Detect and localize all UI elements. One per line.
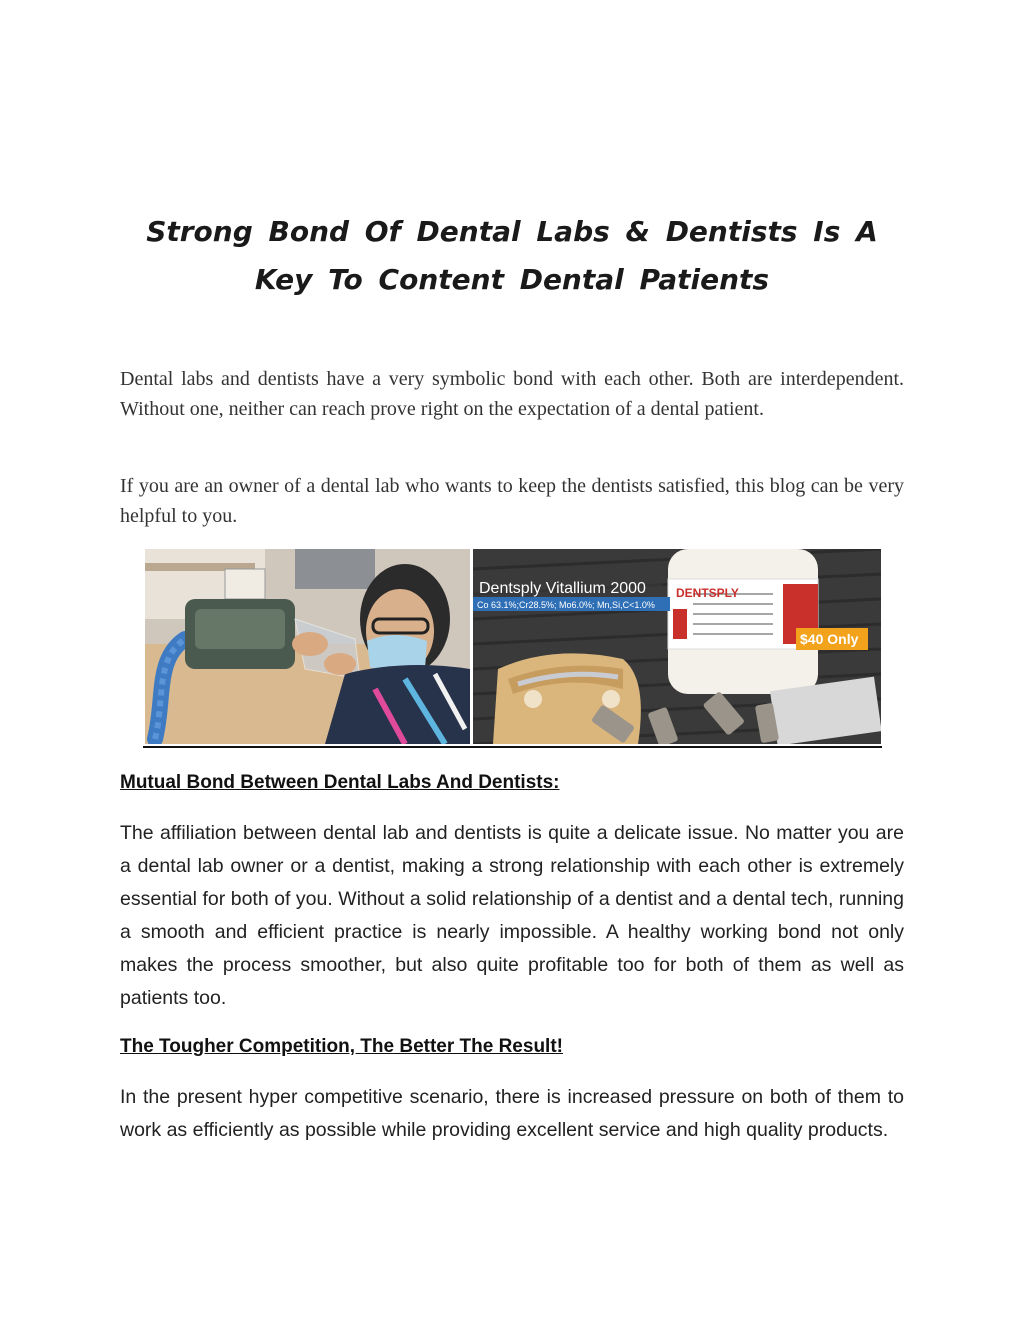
product-composition: Co 63.1%;Cr28.5%; Mo6.0%; Mn,Si,C<1.0%: [477, 600, 655, 610]
product-title: Dentsply Vitallium 2000: [479, 580, 646, 597]
section-body-competition: In the present hyper competitive scenario, there is increased pressure on both of them to work as efficiently as possible while providing excellent service and high quality products.: [120, 1086, 904, 1141]
section-heading-mutual-bond: Mutual Bond Between Dental Labs And Dentists:: [120, 772, 560, 793]
intro-paragraph-2: If you are an owner of a dental lab who wants to keep the dentists satisfied, this blog can be very helpful to you.: [120, 475, 904, 527]
vitallium-illustration: [473, 549, 881, 744]
page-title: Strong Bond Of Dental Labs & Dentists Is A Key To Content Dental Patients: [146, 215, 878, 296]
section-heading-competition: The Tougher Competition, The Better The Result!: [120, 1036, 563, 1057]
intro-paragraph-1: Dental labs and dentists have a very symbolic bond with each other. Both are interdependent. Without one, neither can reach prove right on the expectation of a dental patient.: [120, 368, 904, 420]
price-badge: $40 Only: [800, 631, 859, 647]
vitallium-product-photo: [473, 549, 881, 744]
technician-illustration: [145, 549, 470, 744]
section-body-mutual-bond: The affiliation between dental lab and dentists is quite a delicate issue. No matter you are a dental lab owner or a dentist, making a strong relationship with each other is extremely essential for both of you. Without a solid relationship of a dentist and a dental tech, running a smooth and efficient practice is nearly impossible. A healthy working bond not only makes the process smoother, but also quite profitable too for both of them as well as patients too.: [120, 822, 904, 1009]
dental-technician-photo: [145, 549, 470, 744]
image-strip: [143, 549, 882, 748]
jar-brand-text: DENTSPLY: [676, 586, 739, 600]
